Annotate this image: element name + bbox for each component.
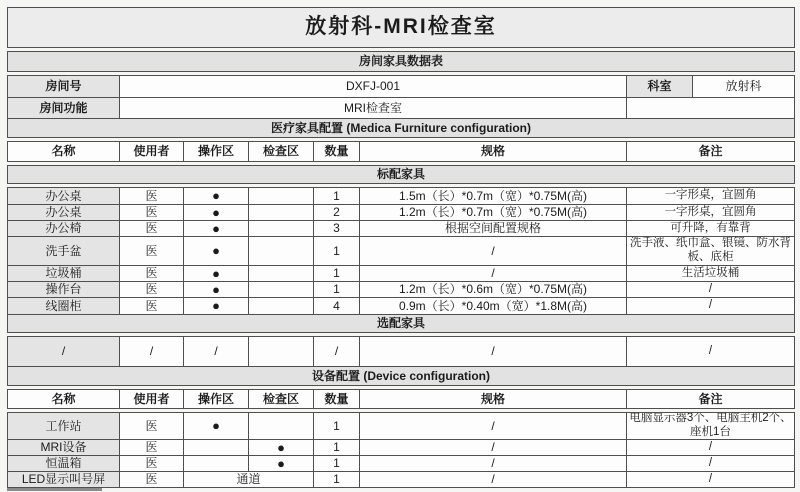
note-cell: 生活垃圾桶 xyxy=(626,265,795,281)
room-number-value: DXFJ-001 xyxy=(119,75,626,97)
operation-area-marker: ● xyxy=(183,236,248,265)
room-function-row xyxy=(7,97,795,118)
room-data-sheet xyxy=(7,7,795,491)
user-cell: 医 xyxy=(119,439,183,455)
exam-area-cell xyxy=(248,336,313,366)
operation-area-marker xyxy=(183,455,248,471)
quantity-cell: 1 xyxy=(313,236,359,265)
quantity-cell: 1 xyxy=(313,265,359,281)
room-function-value: MRI检查室 xyxy=(119,97,626,118)
name-cell: MRI设备 xyxy=(7,439,119,455)
user-cell: 医 xyxy=(119,412,183,439)
operation-area-marker: ● xyxy=(183,220,248,236)
quantity-cell: 1 xyxy=(313,412,359,439)
name-cell: LED显示叫号屏 xyxy=(7,471,119,488)
col-header-operation-area: 操作区 xyxy=(183,141,248,162)
note-cell: 一字形桌，宜圆角 xyxy=(626,187,795,204)
operation-area-marker: ● xyxy=(183,412,248,439)
quantity-cell: 4 xyxy=(313,297,359,314)
device-section-header: 设备配置 (Device configuration) xyxy=(7,366,795,386)
quantity-cell: 1 xyxy=(313,187,359,204)
name-cell: 工作站 xyxy=(7,412,119,439)
optional-furniture-label: 选配家具 xyxy=(7,314,795,333)
page-title: 放射科-MRI检查室 xyxy=(7,7,795,48)
name-cell: 线圈柜 xyxy=(7,297,119,314)
name-cell: 洗手盆 xyxy=(7,236,119,265)
table-row xyxy=(7,204,795,220)
standard-furniture-label: 标配家具 xyxy=(7,165,795,184)
user-cell: 医 xyxy=(119,204,183,220)
operation-area-marker: ● xyxy=(183,265,248,281)
quantity-cell: 1 xyxy=(313,471,359,488)
user-cell: 医 xyxy=(119,455,183,471)
name-cell: / xyxy=(7,336,119,366)
name-cell: 办公桌 xyxy=(7,187,119,204)
spec-cell: / xyxy=(359,439,626,455)
table-row xyxy=(7,297,795,314)
name-cell: 垃圾桶 xyxy=(7,265,119,281)
note-cell: 一字形桌，宜圆角 xyxy=(626,204,795,220)
device-column-header-row xyxy=(7,389,795,409)
note-cell: / xyxy=(626,471,795,488)
note-cell: / xyxy=(626,281,795,297)
note-cell: 洗手液、纸巾盒、银镜、防水背板、底柜 xyxy=(626,236,795,265)
name-cell: 操作台 xyxy=(7,281,119,297)
zone-merged-cell: 通道 xyxy=(183,471,313,488)
col-header-exam-area: 检查区 xyxy=(248,389,313,409)
col-header-spec: 规格 xyxy=(359,141,626,162)
optional-furniture-row xyxy=(7,336,795,366)
user-cell: 医 xyxy=(119,281,183,297)
exam-area-marker xyxy=(248,412,313,439)
spec-cell: / xyxy=(359,412,626,439)
spec-cell: / xyxy=(359,336,626,366)
operation-area-marker: ● xyxy=(183,187,248,204)
department-label: 科室 xyxy=(626,75,692,97)
table-row xyxy=(7,455,795,471)
col-header-user: 使用者 xyxy=(119,389,183,409)
col-header-name: 名称 xyxy=(7,389,119,409)
user-cell: 医 xyxy=(119,471,183,488)
note-cell: / xyxy=(626,439,795,455)
col-header-name: 名称 xyxy=(7,141,119,162)
col-header-operation-area: 操作区 xyxy=(183,389,248,409)
spec-cell: 1.2m（长）*0.7m（宽）*0.75M(高) xyxy=(359,204,626,220)
quantity-cell: 1 xyxy=(313,439,359,455)
subtitle-row xyxy=(7,51,795,72)
col-header-user: 使用者 xyxy=(119,141,183,162)
furniture-column-header-row xyxy=(7,141,795,162)
table-row xyxy=(7,220,795,236)
note-cell: / xyxy=(626,455,795,471)
exam-area-marker xyxy=(248,187,313,204)
operation-area-cell: / xyxy=(183,336,248,366)
table-row-led xyxy=(7,471,795,488)
cropped-next-row xyxy=(7,488,102,491)
table-row xyxy=(7,265,795,281)
operation-area-marker: ● xyxy=(183,297,248,314)
room-number-row xyxy=(7,75,795,97)
quantity-cell: / xyxy=(313,336,359,366)
col-header-note: 备注 xyxy=(626,389,795,409)
spec-cell: / xyxy=(359,265,626,281)
name-cell: 办公桌 xyxy=(7,204,119,220)
exam-area-marker xyxy=(248,297,313,314)
standard-furniture-band xyxy=(7,165,795,184)
user-cell: 医 xyxy=(119,187,183,204)
operation-area-marker: ● xyxy=(183,204,248,220)
spec-cell: / xyxy=(359,236,626,265)
note-cell: 可升降，有靠背 xyxy=(626,220,795,236)
sheet-subtitle: 房间家具数据表 xyxy=(7,51,795,72)
furniture-section-header-row xyxy=(7,118,795,138)
table-row xyxy=(7,439,795,455)
title-row xyxy=(7,7,795,48)
user-cell: 医 xyxy=(119,297,183,314)
spec-cell: 根据空间配置规格 xyxy=(359,220,626,236)
exam-area-marker xyxy=(248,236,313,265)
device-section-header-row xyxy=(7,366,795,386)
user-cell: 医 xyxy=(119,220,183,236)
exam-area-marker: ● xyxy=(248,439,313,455)
spec-cell: 1.5m（长）*0.7m（宽）*0.75M(高) xyxy=(359,187,626,204)
operation-area-marker: ● xyxy=(183,281,248,297)
exam-area-marker xyxy=(248,281,313,297)
exam-area-marker xyxy=(248,204,313,220)
exam-area-marker: ● xyxy=(248,455,313,471)
spec-cell: 0.9m（长）*0.40m（宽）*1.8M(高) xyxy=(359,297,626,314)
optional-furniture-band xyxy=(7,314,795,333)
col-header-note: 备注 xyxy=(626,141,795,162)
col-header-exam-area: 检查区 xyxy=(248,141,313,162)
quantity-cell: 3 xyxy=(313,220,359,236)
table-row xyxy=(7,412,795,439)
table-row xyxy=(7,236,795,265)
spec-cell: / xyxy=(359,455,626,471)
spec-cell: / xyxy=(359,471,626,488)
name-cell: 办公椅 xyxy=(7,220,119,236)
operation-area-marker xyxy=(183,439,248,455)
room-number-label: 房间号 xyxy=(7,75,119,97)
furniture-section-header: 医疗家具配置 (Medica Furniture configuration) xyxy=(7,118,795,138)
user-cell: 医 xyxy=(119,265,183,281)
name-cell: 恒温箱 xyxy=(7,455,119,471)
spec-cell: 1.2m（长）*0.6m（宽）*0.75M(高) xyxy=(359,281,626,297)
department-value: 放射科 xyxy=(692,75,795,97)
quantity-cell: 2 xyxy=(313,204,359,220)
col-header-spec: 规格 xyxy=(359,389,626,409)
note-cell: 电脑显示器3个、电脑主机2个、座机1台 xyxy=(626,412,795,439)
note-cell: / xyxy=(626,336,795,366)
room-function-label: 房间功能 xyxy=(7,97,119,118)
table-row xyxy=(7,281,795,297)
empty-cell xyxy=(626,97,795,118)
user-cell: 医 xyxy=(119,236,183,265)
col-header-quantity: 数量 xyxy=(313,389,359,409)
exam-area-marker xyxy=(248,265,313,281)
quantity-cell: 1 xyxy=(313,281,359,297)
col-header-quantity: 数量 xyxy=(313,141,359,162)
note-cell: / xyxy=(626,297,795,314)
user-cell: / xyxy=(119,336,183,366)
table-row xyxy=(7,187,795,204)
quantity-cell: 1 xyxy=(313,455,359,471)
exam-area-marker xyxy=(248,220,313,236)
